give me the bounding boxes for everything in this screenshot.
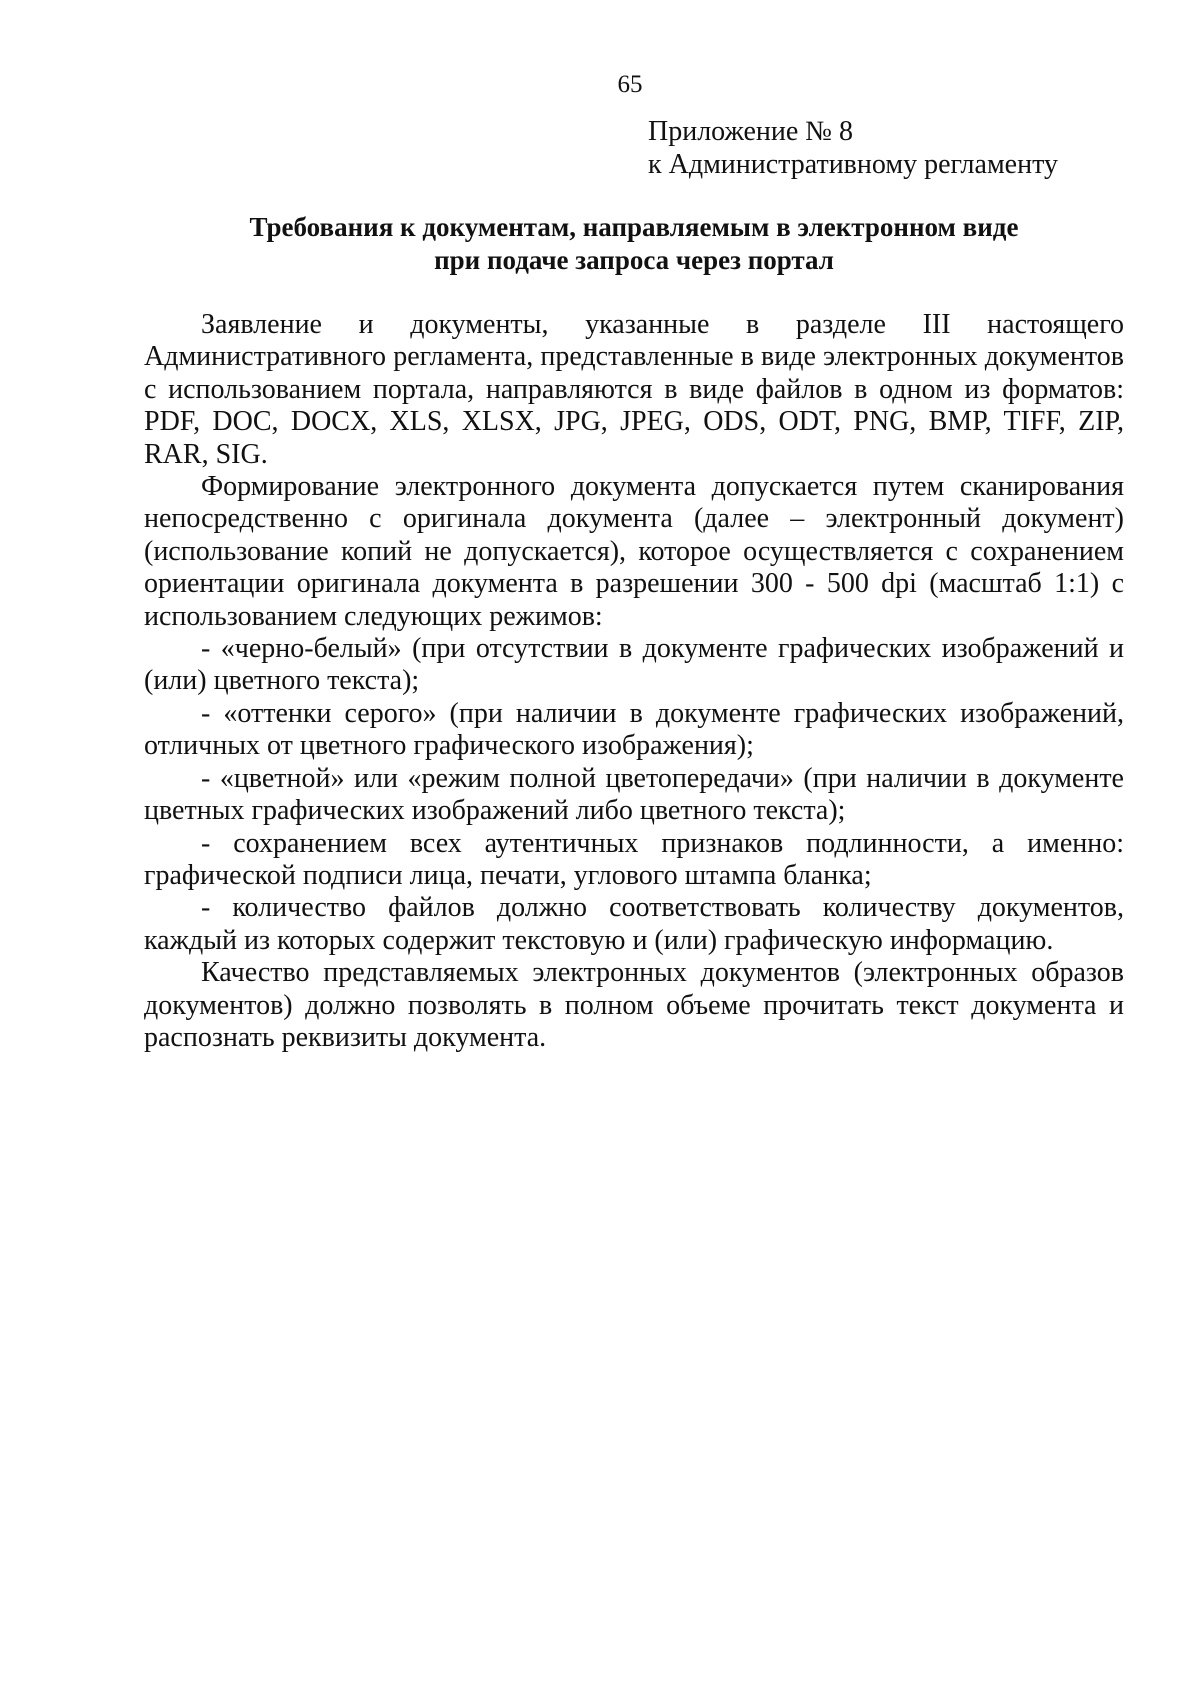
page-number: 65 [617,71,643,98]
paragraph-scanning: Формирование электронного документа допускается путем сканирования непосредственно с оригинала документа (далее – электронный документ) (использование копий не допускается), которое осуществляется с сохранением ориентации оригинала документа в разрешении 300 - 500 dpi (масштаб 1:1) с использованием следующих режимов: [144,471,1124,632]
appendix-reference [648,115,1058,181]
list-item-authenticity: - сохранением всех аутентичных признаков подлинности, а именно: графической подписи лица, печати, углового штампа бланка; [144,827,1124,891]
paragraph-formats: Заявление и документы, указанные в разделе III настоящего Административного регламента, представленные в виде электронных документов с использованием портала, направляются в виде файлов в одном из форматов: PDF, DOC, DOCX, XLS, XLSX, JPG, JPEG, ODS, ODT, PNG, BMP, TIFF, ZIP, RAR, SIG. [144,309,1124,470]
document-title [144,211,1124,277]
list-item-color: - «цветной» или «режим полной цветопередачи» (при наличии в документе цветных графических изображений либо цветного текста); [144,762,1124,827]
appendix-number: Приложение № 8 [648,116,853,147]
list-item-file-count: - количество файлов должно соответствовать количеству документов, каждый из которых содержит текстовую и (или) графическую информацию. [144,892,1124,956]
document-body [144,309,1124,1054]
title-line-1: Требования к документам, направляемым в электронном виде [249,212,1019,242]
title-line-2: при подаче запроса через портал [434,245,834,275]
list-item-grayscale: - «оттенки серого» (при наличии в документе графических изображений, отличных от цветного графического изображения); [144,697,1124,762]
list-item-black-white: - «черно-белый» (при отсутствии в документе графических изображений и (или) цветного текста); [144,633,1124,697]
appendix-regulation: к Административному регламенту [648,149,1058,180]
paragraph-quality: Качество представляемых электронных документов (электронных образов документов) должно позволять в полном объеме прочитать текст документа и распознать реквизиты документа. [144,957,1124,1053]
